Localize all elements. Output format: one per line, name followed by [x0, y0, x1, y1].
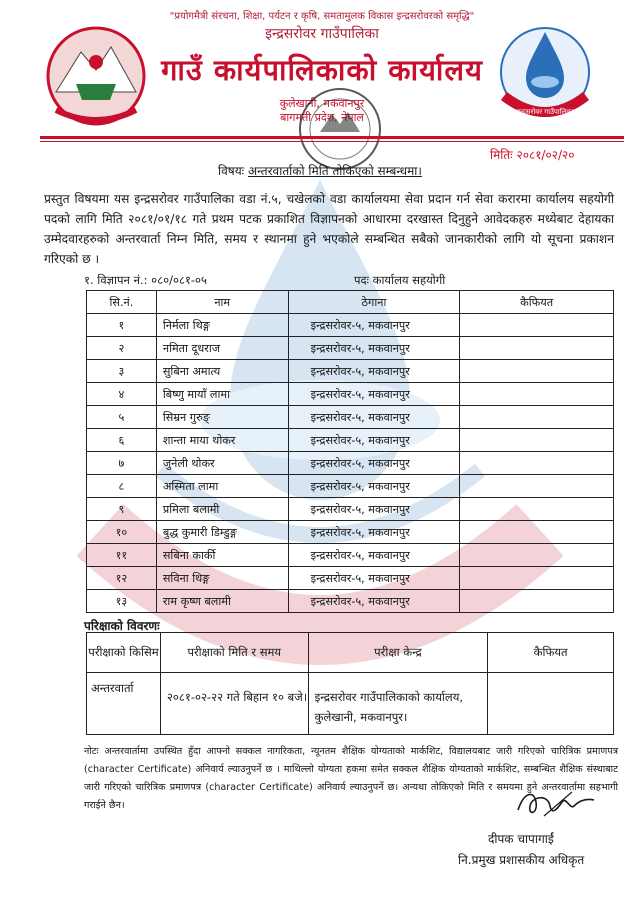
table-row: [87, 337, 614, 360]
name-cell: जुनेली थोकर: [156, 452, 288, 475]
address-cell: इन्द्रसरोवर-५, मकवानपुर: [288, 498, 460, 521]
name-cell: प्रमिला बलामी: [156, 498, 288, 521]
handwritten-signature: [514, 786, 598, 822]
name-cell: सिम्रन गुरुङ्: [156, 406, 288, 429]
note-text: नोटः अन्तरवार्तामा उपस्थित हुँदा आफ्नो सक्कल नागरिकता, न्यूनतम शैक्षिक योग्यताको मार्कशिट, विद्यालयबाट जारी गरिएको चारित्रिक प्रमाणपत्र (character Certificate) अनिवार्य ल्याउनुपर्ने छ । माथिल्लो योग्यता हकमा समेत सक्कल शैक्षिक योग्यताको मार्कशिट, सम्बन्धित शैक्षिक संस्थाबाट जारी गरिएको चारित्रिक प्रमाणपत्र (character Certificate) अनिवार्य ल्याउनुपर्ने छ। अन्यथा तोकिएको मिति र समयमा हुने अन्तरवार्तामा सहभागी गराईने छैन।: [84, 746, 618, 811]
serial-cell: ११: [87, 544, 157, 567]
table-row: [87, 360, 614, 383]
address-cell: इन्द्रसरोवर-५, मकवानपुर: [288, 521, 460, 544]
vacancy-number: १. विज्ञापन नं.: ०८०/०८१-०५: [84, 273, 208, 287]
remark-cell: [460, 544, 614, 567]
serial-cell: १: [87, 314, 157, 337]
subject-line: [218, 162, 422, 179]
name-cell: बिष्णु मायाँ लामा: [156, 383, 288, 406]
address-cell: इन्द्रसरोवर-५, मकवानपुर: [288, 337, 460, 360]
address-cell: इन्द्रसरोवर-५, मकवानपुर: [288, 567, 460, 590]
serial-cell: २: [87, 337, 157, 360]
letterhead: [0, 0, 644, 150]
name-cell: बुद्ध कुमारी डिम्डुङ्ग: [156, 521, 288, 544]
table-row: [87, 314, 614, 337]
name-cell: शान्ता माया थोकर: [156, 429, 288, 452]
name-cell: सुबिना अमात्य: [156, 360, 288, 383]
header-rule-thick: [40, 136, 624, 139]
logo-caption: इन्द्रसरोवर गाउँपालिका: [516, 108, 574, 116]
remark-cell: [460, 429, 614, 452]
address-line-2: बागमती प्रदेश, नेपाल: [280, 111, 364, 124]
table-row: [87, 590, 614, 613]
address-cell: इन्द्रसरोवर-५, मकवानपुर: [288, 360, 460, 383]
name-cell: नमिता दूधराज: [156, 337, 288, 360]
office-title: गाउँ कार्यपालिकाको कार्यालय: [161, 53, 483, 87]
serial-cell: ३: [87, 360, 157, 383]
table-row: [87, 452, 614, 475]
subject-prefix: विषयः: [218, 164, 245, 178]
name-cell: सबिना कार्की: [156, 544, 288, 567]
address-cell: इन्द्रसरोवर-५, मकवानपुर: [288, 429, 460, 452]
address-line-1: कुलेखानी, मकवानपुर: [279, 97, 365, 110]
remark-cell: [460, 360, 614, 383]
notice-date: मितिः २०८१/०२/२०: [490, 148, 575, 162]
serial-cell: ९: [87, 498, 157, 521]
table-row: [87, 521, 614, 544]
municipality-name: इन्द्रसरोवर गाउँपालिका: [265, 26, 379, 42]
table-row: [87, 429, 614, 452]
remark-cell: [460, 521, 614, 544]
table-row: [87, 567, 614, 590]
motto-text: "प्रयोगमैत्री संरचना, शिक्षा, पर्यटन र कृषि, समतामुलक विकास इन्द्रसरोवरको समृद्धि": [169, 11, 475, 22]
exam-datetime-cell: २०८१-०२-२२ गते बिहान १० बजे।: [160, 673, 308, 735]
serial-cell: ८: [87, 475, 157, 498]
address-cell: इन्द्रसरोवर-५, मकवानपुर: [288, 475, 460, 498]
column-header: सि.नं.: [87, 291, 157, 314]
body-paragraph: प्रस्तुत विषयमा यस इन्द्रसरोवर गाउँपालिका वडा नं.५, चखेलको वडा कार्यालयमा सेवा प्रदान गर्न सेवा करारमा कार्यालय सहयोगी पदको लागि मिति २०८१/०१/१८ गते प्रथम पटक प्रकाशित विज्ञापनको आधारमा दरखास्त दिनुहुने आवेदकहरु मध्येबाट देहायका उम्मेदवारहरुको अन्तरवार्ता निम्न मिति, समय र स्थानमा हुने भएकोले सम्बन्धित सबैको जानकारीको लागि यो सूचना प्रकाशन गरिएको छ ।: [44, 192, 614, 266]
serial-cell: ५: [87, 406, 157, 429]
remark-cell: [460, 383, 614, 406]
exam-remark-cell: [488, 673, 614, 735]
exam-details-label: परिक्षाको विवरणः: [84, 619, 160, 633]
column-header: परीक्षाको किसिम: [87, 633, 161, 673]
column-header: परीक्षा केन्द्र: [308, 633, 488, 673]
table-row: [87, 498, 614, 521]
remark-cell: [460, 590, 614, 613]
serial-cell: १२: [87, 567, 157, 590]
serial-cell: ४: [87, 383, 157, 406]
table-row: [87, 673, 614, 735]
remark-cell: [460, 475, 614, 498]
header-rule-thin: [40, 141, 624, 142]
address-cell: इन्द्रसरोवर-५, मकवानपुर: [288, 314, 460, 337]
serial-cell: ६: [87, 429, 157, 452]
column-header: ठेगाना: [288, 291, 460, 314]
remark-cell: [460, 452, 614, 475]
remark-cell: [460, 337, 614, 360]
table-row: [87, 544, 614, 567]
column-header: कैफियत: [460, 291, 614, 314]
column-header: परीक्षाको मिति र समय: [160, 633, 308, 673]
candidates-table: [86, 290, 614, 613]
name-cell: सविना थिङ्ग: [156, 567, 288, 590]
address-cell: इन्द्रसरोवर-५, मकवानपुर: [288, 383, 460, 406]
remark-cell: [460, 498, 614, 521]
signatory-designation: नि.प्रमुख प्रशासकीय अधिकृत: [458, 853, 585, 867]
name-cell: निर्मला थिङ्ग: [156, 314, 288, 337]
remark-cell: [460, 567, 614, 590]
name-cell: अस्मिता लामा: [156, 475, 288, 498]
signatory-name: दीपक चापागाईं: [488, 832, 554, 846]
exam-table: [86, 632, 614, 735]
address-cell: इन्द्रसरोवर-५, मकवानपुर: [288, 590, 460, 613]
table-row: [87, 475, 614, 498]
vacancy-post: पदः कार्यालय सहयोगी: [354, 273, 446, 287]
name-cell: राम कृष्ण बलामी: [156, 590, 288, 613]
exam-center-cell: इन्द्रसरोवर गाउँपालिकाको कार्यालय, कुलेखानी, मकवानपुर।: [308, 673, 488, 735]
column-header: नाम: [156, 291, 288, 314]
address-cell: इन्द्रसरोवर-५, मकवानपुर: [288, 452, 460, 475]
exam-type-cell: अन्तरवार्ता: [87, 673, 161, 735]
table-row: [87, 383, 614, 406]
serial-cell: १०: [87, 521, 157, 544]
municipality-logo: [496, 24, 594, 124]
table-header-row: [87, 633, 614, 673]
remark-cell: [460, 314, 614, 337]
subject-text: अन्तरवार्ताको मिति तोकिएको सम्बन्धमा।: [247, 164, 422, 178]
serial-cell: १३: [87, 590, 157, 613]
office-stamp: [292, 84, 388, 174]
address-cell: इन्द्रसरोवर-५, मकवानपुर: [288, 406, 460, 429]
table-row: [87, 406, 614, 429]
remark-cell: [460, 406, 614, 429]
column-header: कैफियत: [488, 633, 614, 673]
table-header-row: [87, 291, 614, 314]
serial-cell: ७: [87, 452, 157, 475]
address-cell: इन्द्रसरोवर-५, मकवानपुर: [288, 544, 460, 567]
